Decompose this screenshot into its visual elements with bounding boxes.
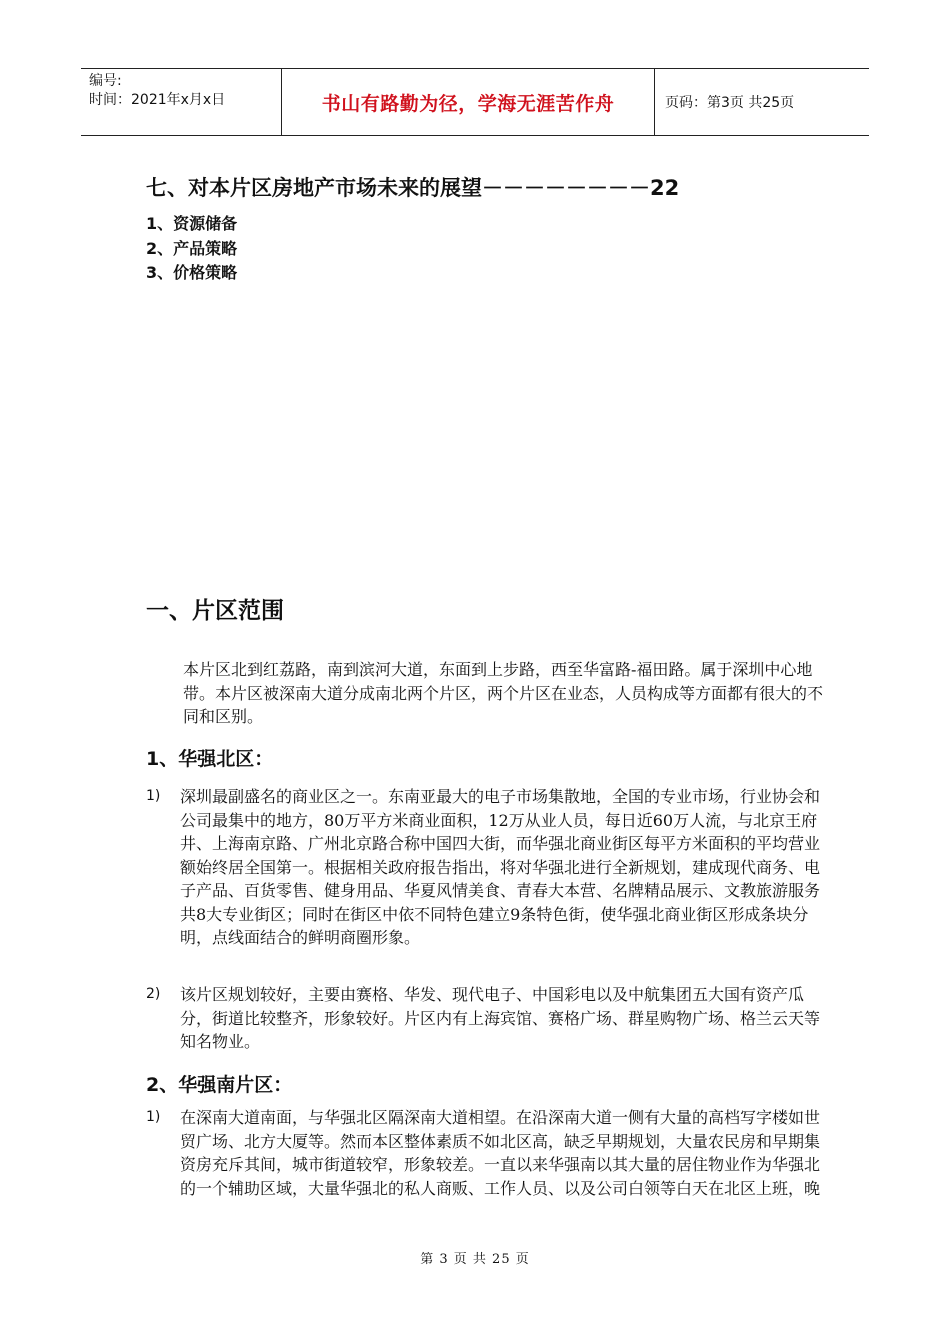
toc-section-title: 七、对本片区房地产市场未来的展望－－－－－－－－22 — [146, 176, 680, 200]
toc-item-price-strategy: 3、价格策略 — [146, 263, 238, 282]
list-item-text: 该片区规划较好，主要由赛格、华发、现代电子、中国彩电以及中航集团五大国有资产瓜分，街道比较整齐，形象较好。片区内有上海宾馆、赛格广场、群星购物广场、格兰云天等知名物业。 — [180, 985, 821, 1051]
document-number-label: 编号: — [89, 73, 122, 89]
list-item-number: 1) — [146, 788, 161, 804]
page-footer: 第 3 页 共 25 页 — [420, 1252, 530, 1267]
list-item-text: 深圳最副盛名的商业区之一。东南亚最大的电子市场集散地，全国的专业市场，行业协会和公司最集中的地方，80万平方米商业面积，12万从业人员，每日近60万人流，与北京王府井、上海南京路、广州北京路合称中国四大街，而华强北商业街区每平方米面积的平均营业额始终居全国第一。根据相关政府报告指出，将对华强北进行全新规划，建成现代商务、电子产品、百货零售、健身用品、华夏风情美食、青春大本营、名牌精品展示、文教旅游服务共8大专业街区；同时在街区中依不同特色建立9条特色街，使华强北商业街区形成条块分明，点线面结合的鲜明商圈形象。 — [180, 787, 821, 947]
north-list-item — [146, 983, 826, 1054]
section-intro-paragraph: 本片区北到红荔路，南到滨河大道，东面到上步路，西至华富路-福田路。属于深圳中心地带。本片区被深南大道分成南北两个片区，两个片区在业态，人员构成等方面都有很大的不同和区别。 — [183, 660, 824, 726]
north-list-item — [146, 785, 826, 950]
page-header — [81, 68, 869, 136]
header-page-info: 页码：第3页 共25页 — [665, 95, 795, 111]
list-item-number: 2) — [146, 986, 161, 1002]
toc-item-product-strategy: 2、产品策略 — [146, 239, 238, 258]
toc-item-resource-reserve: 1、资源储备 — [146, 214, 238, 233]
list-item-number: 1) — [146, 1109, 161, 1125]
subsection-heading-north: 1、华强北区： — [146, 748, 274, 770]
subsection-heading-south: 2、华强南片区： — [146, 1074, 293, 1096]
list-item-text: 在深南大道南面，与华强北区隔深南大道相望。在沿深南大道一侧有大量的高档写字楼如世贸广场、北方大厦等。然而本区整体素质不如北区高，缺乏早期规划，大量农民房和早期集资房充斥其间，城市街道较窄，形象较差。一直以来华强南以其大量的居住物业作为华强北的一个辅助区域，大量华强北的私人商贩、工作人员、以及公司白领等白天在北区上班，晚 — [180, 1108, 821, 1198]
document-time-label: 时间：2021年x月x日 — [89, 92, 226, 108]
section-heading-area-scope: 一、片区范围 — [146, 598, 284, 624]
header-meta — [81, 69, 282, 135]
south-list-item — [146, 1106, 826, 1200]
header-motto: 书山有路勤为径，学海无涯苦作舟 — [282, 69, 655, 135]
